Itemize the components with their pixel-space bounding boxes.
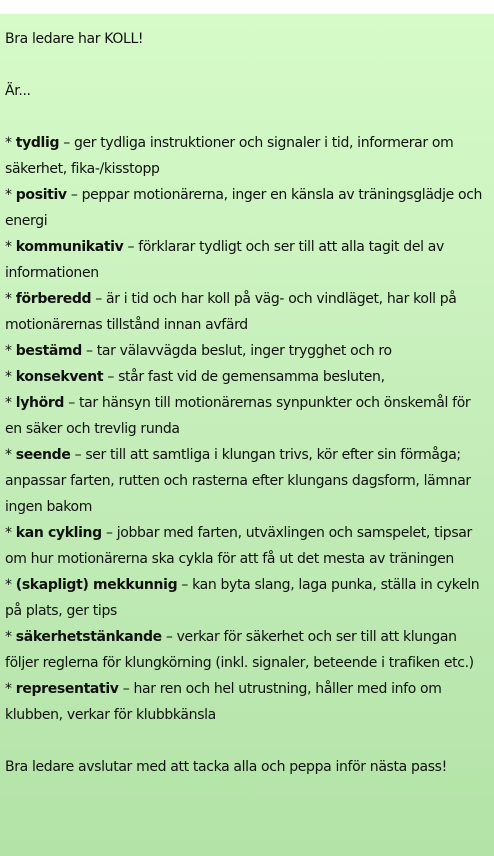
- bullet-marker: *: [5, 577, 12, 593]
- item-term: lyhörd: [15, 395, 65, 411]
- note-intro: Är...: [5, 83, 31, 99]
- spacer: [5, 104, 490, 130]
- item-description: – jobbar med farten, utväxlingen och samspelet, tipsar om hur motionärerna ska cykla för att få ut det mesta av träningen: [5, 525, 472, 567]
- item-description: – kan byta slang, laga punka, ställa in cykeln på plats, ger tips: [5, 577, 480, 619]
- list-item: [5, 364, 490, 390]
- list-item: [5, 520, 490, 572]
- note-closing: Bra ledare avslutar med att tacka alla och peppa inför nästa pass!: [5, 759, 447, 775]
- qualities-list: [5, 130, 490, 728]
- item-description: – ser till att samtliga i klungan trivs, kör efter sin förmåga; anpassar farten, rutten och rasterna efter klungans dagsform, lämnar ingen bakom: [5, 447, 471, 515]
- note-heading: Bra ledare har KOLL!: [5, 31, 144, 47]
- item-description: – står fast vid de gemensamma besluten,: [103, 369, 385, 385]
- item-description: – har ren och hel utrustning, håller med info om klubben, verkar för klubbkänsla: [5, 681, 442, 723]
- item-term: kan cykling: [15, 525, 102, 541]
- item-term: tydlig: [15, 135, 60, 151]
- item-description: – tar hänsyn till motionärernas synpunkter och önskemål för en säker och trevlig runda: [5, 395, 471, 437]
- item-term: förberedd: [15, 291, 92, 307]
- item-description: – ger tydliga instruktioner och signaler i tid, informerar om säkerhet, fika-/kisstopp: [5, 135, 454, 177]
- list-item: [5, 286, 490, 338]
- item-description: – verkar för säkerhet och ser till att klungan följer reglerna för klungkörning (inkl. signaler, beteende i trafiken etc.): [5, 629, 474, 671]
- bullet-marker: *: [5, 525, 12, 541]
- item-term: säkerhetstänkande: [15, 629, 162, 645]
- item-description: – förklarar tydligt och ser till att alla tagit del av informationen: [5, 239, 444, 281]
- bullet-marker: *: [5, 681, 12, 697]
- item-term: konsekvent: [15, 369, 104, 385]
- bullet-marker: *: [5, 629, 12, 645]
- list-item: [5, 182, 490, 234]
- list-item: [5, 624, 490, 676]
- bullet-marker: *: [5, 187, 12, 203]
- item-description: – är i tid och har koll på väg- och vindläget, har koll på motionärernas tillstånd innan avfärd: [5, 291, 457, 333]
- item-description: – peppar motionärerna, inger en känsla av träningsglädje och energi: [5, 187, 483, 229]
- bullet-marker: *: [5, 447, 12, 463]
- list-item: [5, 676, 490, 728]
- bullet-marker: *: [5, 135, 12, 151]
- item-term: (skapligt) mekkunnig: [15, 577, 178, 593]
- item-term: kommunikativ: [15, 239, 124, 255]
- list-item: [5, 390, 490, 442]
- list-item: [5, 234, 490, 286]
- list-item: [5, 442, 490, 520]
- list-item: [5, 338, 490, 364]
- guidelines-note: [0, 14, 494, 856]
- bullet-marker: *: [5, 343, 12, 359]
- bullet-marker: *: [5, 395, 12, 411]
- item-term: bestämd: [15, 343, 82, 359]
- bullet-marker: *: [5, 291, 12, 307]
- bullet-marker: *: [5, 369, 12, 385]
- spacer: [5, 728, 490, 754]
- item-term: positiv: [15, 187, 67, 203]
- spacer: [5, 52, 490, 78]
- list-item: [5, 130, 490, 182]
- item-term: seende: [15, 447, 71, 463]
- item-term: representativ: [15, 681, 119, 697]
- list-item: [5, 572, 490, 624]
- bullet-marker: *: [5, 239, 12, 255]
- item-description: – tar välavvägda beslut, inger trygghet och ro: [81, 343, 392, 359]
